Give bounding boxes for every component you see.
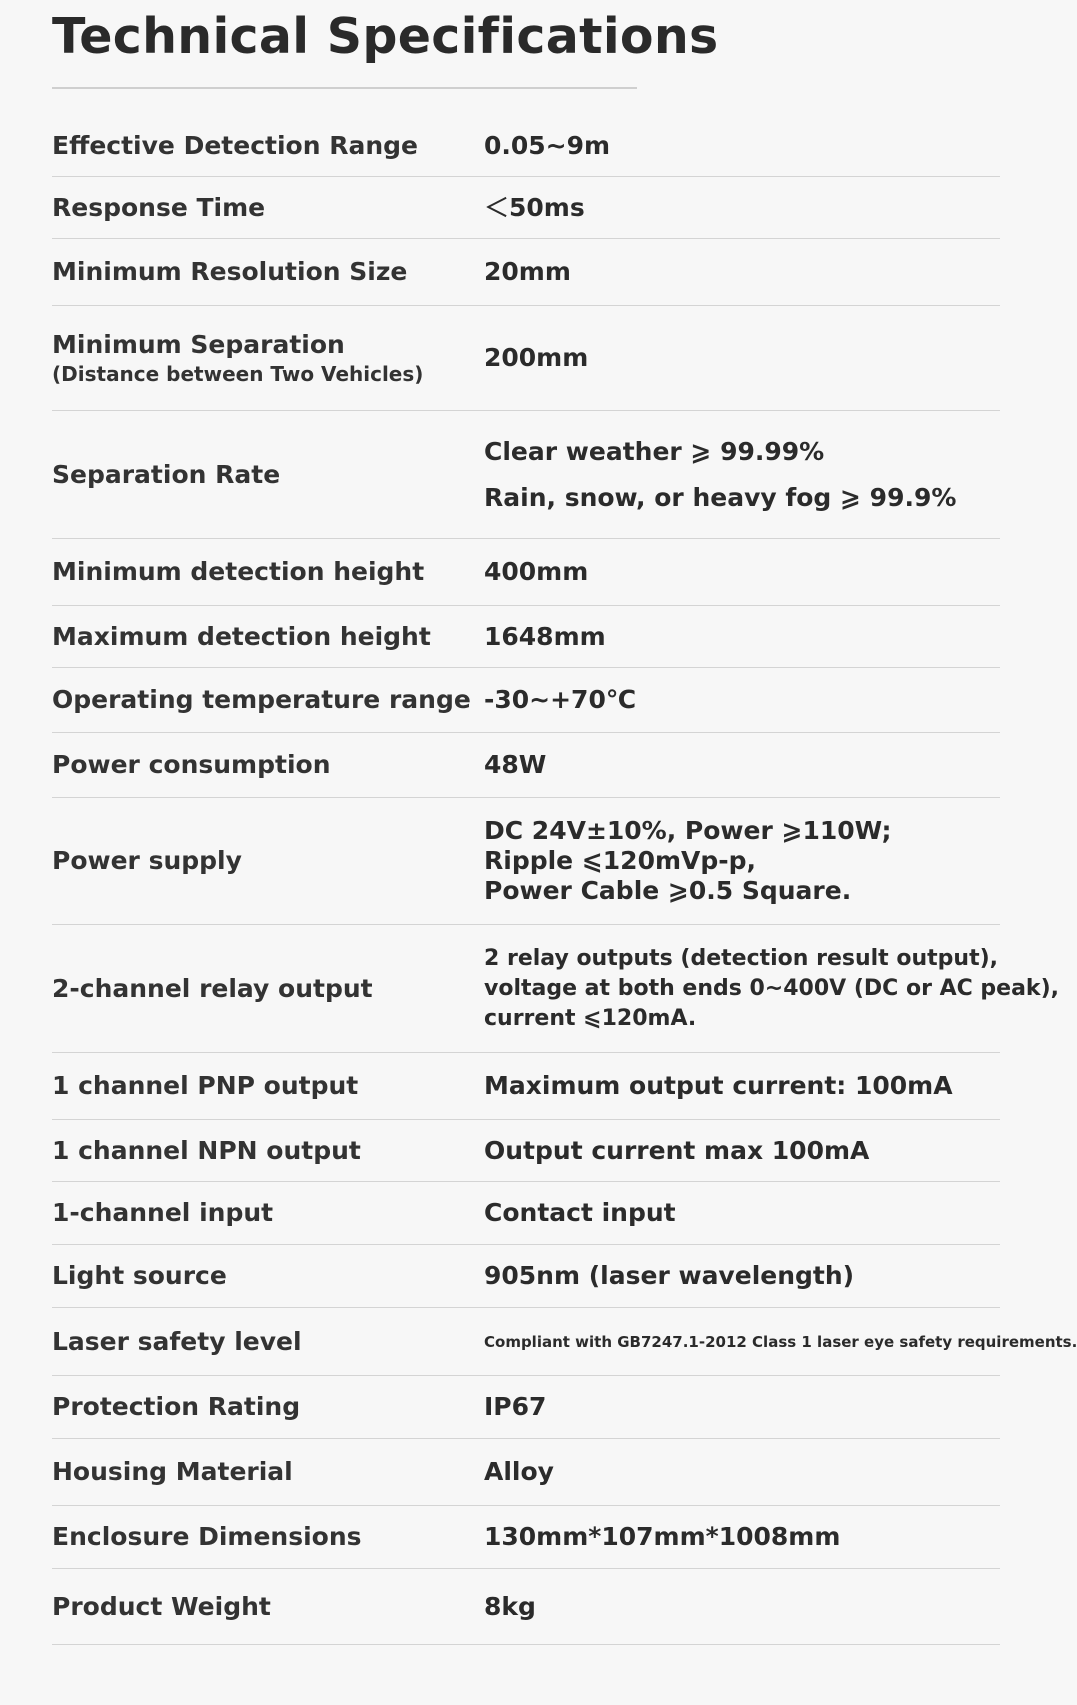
spec-value: Compliant with GB7247.1-2012 Class 1 laser eye safety requirements.: [484, 1332, 1077, 1351]
spec-label: Minimum Resolution Size: [52, 257, 408, 286]
spec-value: 48W: [484, 750, 547, 779]
spec-row-enclosure-dimensions: [52, 1506, 1000, 1569]
spec-label: Response Time: [52, 192, 266, 222]
spec-value: Output current max 100mA: [484, 1135, 870, 1165]
spec-sublabel: (Distance between Two Vehicles): [52, 362, 424, 386]
spec-row-power-supply: [52, 798, 1000, 925]
spec-label: Separation Rate: [52, 459, 281, 489]
spec-value: ＜50ms: [484, 192, 585, 222]
spec-label: 1-channel input: [52, 1198, 274, 1227]
spec-label: Product Weight: [52, 1591, 271, 1621]
spec-row-min-resolution: [52, 239, 1000, 306]
spec-value: Contact input: [484, 1198, 676, 1227]
spec-row-light-source: [52, 1245, 1000, 1308]
spec-value: 905nm (laser wavelength): [484, 1261, 855, 1290]
spec-label: Enclosure Dimensions: [52, 1522, 362, 1551]
spec-value: DC 24V±10%, Power ⩾110W; Ripple ⩽120mVp-p, Power Cable ⩾0.5 Square.: [484, 816, 892, 905]
spec-value: Clear weather ⩾ 99.99% Rain, snow, or heavy fog ⩾ 99.9%: [484, 436, 957, 512]
spec-row-pnp-output: [52, 1053, 1000, 1120]
spec-label: Minimum Separation (Distance between Two Vehicles): [52, 330, 484, 386]
spec-label: 1 channel NPN output: [52, 1135, 361, 1165]
spec-value: Alloy: [484, 1457, 554, 1486]
spec-label: 2-channel relay output: [52, 973, 373, 1003]
spec-label: Power consumption: [52, 750, 331, 779]
spec-table: [52, 116, 1077, 1645]
spec-label: Light source: [52, 1261, 227, 1290]
spec-row-min-detection-height: [52, 539, 1000, 606]
spec-row-response-time: [52, 177, 1000, 239]
spec-value: 130mm*107mm*1008mm: [484, 1522, 841, 1551]
spec-row-relay-output: [52, 925, 1059, 1053]
spec-row-product-weight: [52, 1569, 1000, 1645]
spec-label: Operating temperature range: [52, 685, 471, 714]
spec-label: Protection Rating: [52, 1392, 301, 1421]
spec-label: Laser safety level: [52, 1326, 302, 1356]
spec-row-npn-output: [52, 1120, 1000, 1182]
page-title: Technical Specifications: [52, 8, 719, 65]
title-divider: [52, 87, 637, 89]
spec-value: 1648mm: [484, 621, 606, 651]
spec-row-laser-safety: [52, 1308, 1077, 1376]
spec-row-max-detection-height: [52, 606, 1000, 668]
spec-value: 20mm: [484, 257, 571, 286]
spec-label: Power supply: [52, 846, 242, 875]
spec-value: 0.05~9m: [484, 131, 611, 160]
spec-value: IP67: [484, 1392, 547, 1421]
spec-row-power-consumption: [52, 733, 1000, 798]
spec-label: Housing Material: [52, 1457, 293, 1486]
spec-value: Maximum output current: 100mA: [484, 1071, 953, 1100]
spec-row-min-separation: [52, 306, 1000, 411]
spec-row-operating-temperature: [52, 668, 1000, 733]
spec-label: 1 channel PNP output: [52, 1071, 359, 1100]
spec-value: 200mm: [484, 343, 589, 372]
spec-label: Effective Detection Range: [52, 131, 418, 160]
spec-value: 2 relay outputs (detection result output), voltage at both ends 0~400V (DC or AC peak), current ⩽120mA.: [484, 945, 1059, 1031]
spec-label: Minimum detection height: [52, 557, 425, 586]
spec-value: 400mm: [484, 557, 589, 586]
spec-row-detection-range: [52, 116, 1000, 177]
spec-value: -30~+70℃: [484, 685, 637, 714]
spec-row-input: [52, 1182, 1000, 1245]
spec-label: Maximum detection height: [52, 621, 431, 651]
spec-row-housing-material: [52, 1439, 1000, 1506]
spec-row-protection-rating: [52, 1376, 1000, 1439]
spec-row-separation-rate: [52, 411, 1000, 539]
spec-value: 8kg: [484, 1591, 536, 1621]
